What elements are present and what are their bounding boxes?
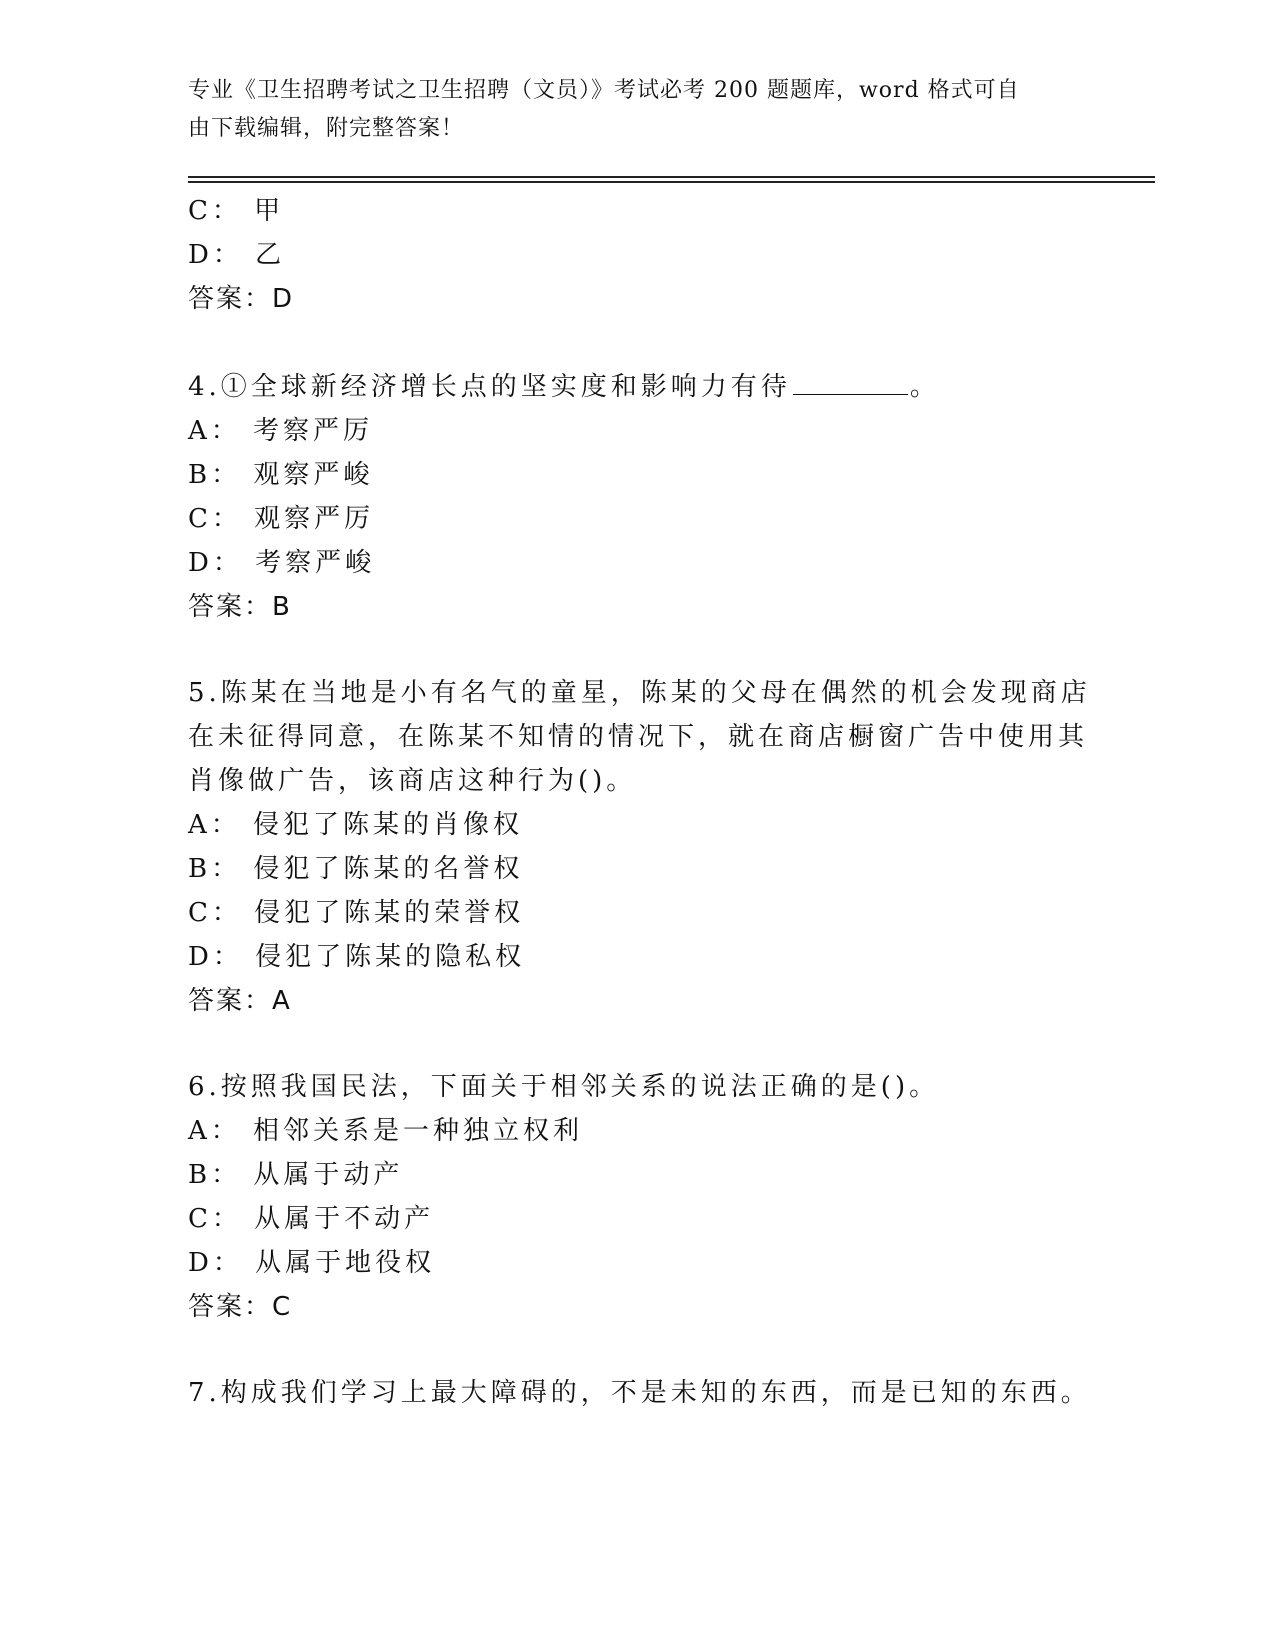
header-rule-bottom (188, 181, 1155, 183)
q5-option-d: D： 侵犯了陈某的隐私权 (188, 942, 526, 972)
q5-option-c: C： 侵犯了陈某的荣誉权 (188, 898, 525, 928)
q6-option-c: C： 从属于不动产 (188, 1204, 435, 1234)
header-title-line-2: 由下载编辑，附完整答案！ (188, 116, 465, 141)
header-title-line-1: 专业《卫生招聘考试之卫生招聘（文员）》考试必考 200 题题库，word 格式可自 (188, 78, 1020, 103)
q3-answer: 答案：D (188, 284, 295, 314)
q3-option-d: D： 乙 (188, 240, 286, 270)
q5-option-a: A： 侵犯了陈某的肖像权 (188, 810, 524, 840)
q3-option-c: C： 甲 (188, 196, 285, 226)
q5-stem-line-1: 5.陈某在当地是小有名气的童星，陈某的父母在偶然的机会发现商店 (188, 678, 1091, 708)
q6-answer: 答案：C (188, 1292, 293, 1322)
document-header (188, 72, 1078, 148)
q4-stem-text: 4.①全球新经济增长点的坚实度和影响力有待 (188, 372, 791, 402)
q4-option-a: A： 考察严厉 (188, 416, 374, 446)
q5-stem-line-3: 肖像做广告，该商店这种行为()。 (188, 766, 637, 796)
q6-stem: 6.按照我国民法，下面关于相邻关系的说法正确的是()。 (188, 1072, 940, 1102)
q4-stem (188, 366, 940, 403)
q4-blank (793, 372, 908, 395)
q5-stem-line-2: 在未征得同意，在陈某不知情的情况下，就在商店橱窗广告中使用其 (188, 722, 1089, 752)
q6-option-a: A： 相邻关系是一种独立权利 (188, 1116, 584, 1146)
q4-answer: 答案：B (188, 592, 292, 622)
q7-stem: 7.构成我们学习上最大障碍的，不是未知的东西，而是已知的东西。 (188, 1378, 1091, 1408)
q6-option-b: B： 从属于动产 (188, 1160, 404, 1190)
q4-option-d: D： 考察严峻 (188, 548, 376, 578)
q5-option-b: B： 侵犯了陈某的名誉权 (188, 854, 524, 884)
q5-answer: 答案：A (188, 986, 292, 1016)
q4-option-c: C： 观察严厉 (188, 504, 375, 534)
q4-option-b: B： 观察严峻 (188, 460, 374, 490)
q6-option-d: D： 从属于地役权 (188, 1248, 436, 1278)
q4-stem-end: 。 (909, 372, 940, 402)
header-rule-top (188, 176, 1155, 178)
